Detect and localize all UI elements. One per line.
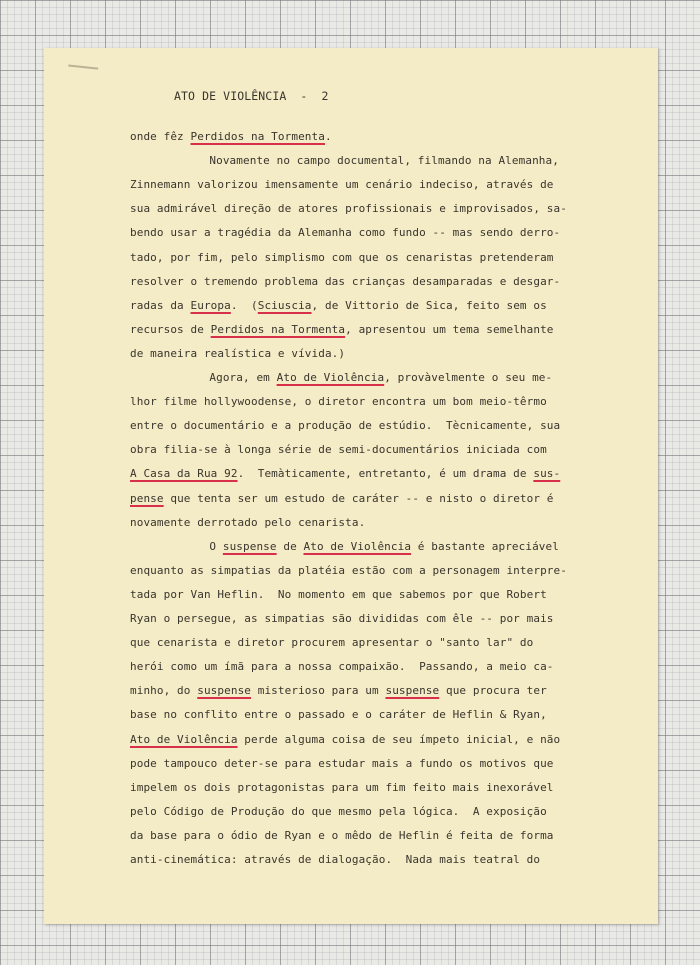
text-run: de <box>276 539 304 553</box>
text-line <box>209 539 559 555</box>
text-line <box>130 852 540 868</box>
text-run: base no conflito entre o passado e o caráter de Heflin & Ryan, <box>130 708 547 722</box>
text-run: O <box>209 539 223 553</box>
text-run: resolver o tremendo problema das crianças desamparadas e desgar- <box>130 274 561 288</box>
text-line <box>130 659 554 675</box>
text-line <box>130 442 547 458</box>
text-run: da base para o ódio de Ryan e o mêdo de Heflin é feita de forma <box>130 828 554 842</box>
underlined-title: A Casa da Rua 92 <box>130 467 238 481</box>
text-run: pelo Código de Produção do que mesmo pela lógica. A exposição <box>130 804 547 818</box>
text-run: lhor filme hollywoodense, o diretor encontra um bom meio-têrmo <box>130 395 547 409</box>
text-line <box>130 250 554 266</box>
text-run: . <box>324 130 332 143</box>
underlined-title: Perdidos na Tormenta <box>190 130 325 143</box>
text-line <box>209 153 559 169</box>
text-run: que procura ter <box>439 684 547 698</box>
text-line <box>130 298 547 314</box>
text-run: Ryan o persegue, as simpatias são divididas com êle -- por mais <box>130 612 554 625</box>
text-line <box>130 611 554 627</box>
underlined-title: suspense <box>385 684 440 698</box>
text-run: impelem os dois protagonistas para um fim feito mais inexorável <box>130 780 554 794</box>
text-run: bendo usar a tragédia da Alemanha como fundo -- mas sendo derro- <box>130 226 561 240</box>
text-run: novamente derrotado pelo cenarista. <box>130 515 366 529</box>
text-run: Agora, em <box>209 371 277 384</box>
text-line <box>130 587 547 603</box>
text-run: tado, por fim, pelo simplismo com que os cenaristas pretenderam <box>130 250 554 264</box>
text-line <box>130 804 547 820</box>
text-run: que cenarista e diretor procurem apresentar o "santo lar" do <box>130 636 534 650</box>
text-run: tada por Van Heflin. No momento em que sabemos por que Robert <box>130 587 547 601</box>
page-header: ATO DE VIOLÊNCIA - 2 <box>174 89 329 103</box>
text-run: que tenta ser um estudo de caráter -- e nisto o diretor é <box>163 491 554 505</box>
text-line <box>130 394 547 410</box>
text-run: , de Vittorio de Sica, feito sem os <box>311 298 547 312</box>
underlined-title: Ato de Violência <box>276 371 385 384</box>
text-line <box>130 780 554 796</box>
text-run: sua admirável direção de atores profissionais e improvisados, sa- <box>130 202 567 216</box>
text-line <box>130 322 554 338</box>
text-line <box>130 418 560 434</box>
text-run: de maneira realística e vívida.) <box>130 346 346 360</box>
text-run: anti-cinemática: através de dialogação. Nada mais teatral do <box>130 853 541 866</box>
text-line <box>130 515 365 531</box>
text-line <box>130 563 567 579</box>
text-line <box>209 370 552 386</box>
underlined-title: Ato de Violência <box>130 732 238 746</box>
text-line <box>130 683 547 699</box>
underlined-title: Europa <box>190 298 231 312</box>
underlined-title: suspense <box>222 539 277 553</box>
text-run: , apresentou um tema semelhante <box>345 322 554 336</box>
text-run: Zinnemann valorizou imensamente um cenário indeciso, através de <box>130 178 554 192</box>
text-run: misterioso para um <box>251 684 386 698</box>
underlined-title: suspense <box>197 684 252 698</box>
text-run: . Temàticamente, entretanto, é um drama de <box>237 467 534 481</box>
underlined-title: Sciuscia <box>257 298 312 312</box>
text-line <box>130 274 560 290</box>
text-line <box>130 732 560 748</box>
text-run: entre o documentário e a produção de estúdio. Tècnicamente, sua <box>130 419 561 433</box>
underlined-title: Perdidos na Tormenta <box>210 322 346 336</box>
text-run: é bastante apreciável <box>411 539 559 553</box>
text-line <box>130 466 560 482</box>
text-run: minho, do <box>130 684 198 698</box>
text-run: . ( <box>230 298 258 312</box>
text-run: , provàvelmente o seu me- <box>384 371 553 384</box>
text-line <box>130 201 567 217</box>
text-run: obra filia-se à longa série de semi-documentários iniciada com <box>130 443 547 457</box>
text-run: onde fêz <box>130 130 191 143</box>
underlined-title: pense <box>130 491 164 505</box>
text-run: radas da <box>130 298 191 312</box>
text-run: recursos de <box>130 322 211 336</box>
ink-smudge <box>68 64 98 73</box>
text-run: perde alguma coisa de seu ímpeto inicial, e não <box>237 732 561 746</box>
text-line <box>130 756 554 772</box>
text-run: Novamente no campo documental, filmando na Alemanha, <box>209 154 559 168</box>
text-line <box>130 635 533 651</box>
text-run: herói como um ímã para a nossa compaixão. Passando, a meio ca- <box>130 660 554 674</box>
text-line <box>130 491 554 507</box>
text-line <box>130 346 345 362</box>
text-run: enquanto as simpatias da platéia estão com a personagem interpre- <box>130 563 567 577</box>
text-run: pode tampouco deter-se para estudar mais a fundo os motivos que <box>130 756 554 770</box>
text-line <box>130 129 332 145</box>
text-line <box>130 177 554 193</box>
text-line <box>130 707 547 723</box>
underlined-title: sus- <box>533 467 561 481</box>
text-line <box>130 225 560 241</box>
text-line <box>130 828 554 844</box>
underlined-title: Ato de Violência <box>303 539 412 553</box>
